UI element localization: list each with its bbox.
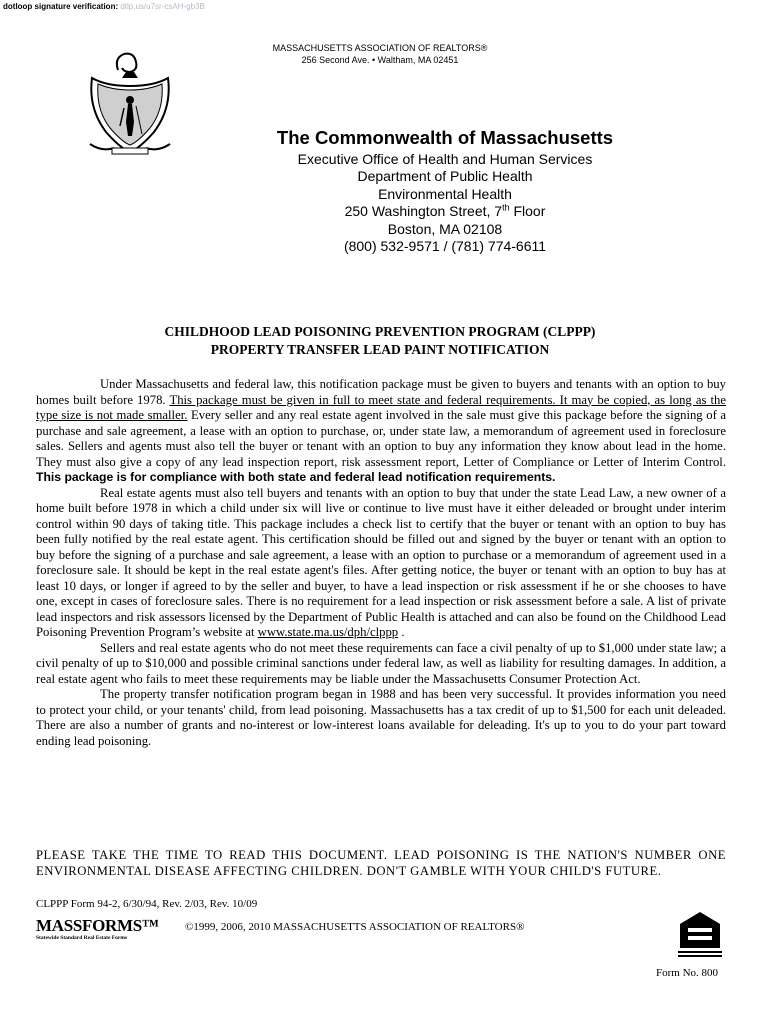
p2-text-b: . [398,625,405,639]
warning-notice: PLEASE TAKE THE TIME TO READ THIS DOCUMENT. LEAD POISONING IS THE NATION'S NUMBER ONE ENVIRONMENTAL DISEASE AFFECTING CHILDREN. DON'T GAMBLE WITH YOUR CHILD'S FUTURE. [36,848,726,878]
massforms-tagline: Statewide Standard Real Estate Forms [36,935,128,941]
massforms-wordmark: MASSFORMS™ [36,916,159,935]
program-title [60,323,700,359]
signature-verification [3,2,205,11]
program-title-line1: CHILDHOOD LEAD POISONING PREVENTION PROGRAM (CLPPP) [164,324,596,339]
agency-block [230,151,660,255]
street-prefix: 250 Washington Street, 7 [344,203,503,220]
program-title-line2: PROPERTY TRANSFER LEAD PAINT NOTIFICATION [210,342,550,357]
p2-text-a: Real estate agents must also tell buyers and tenants with an option to buy that under the state Lead Law, a new owner of a home built before 1978 in which a child under six will live or continue to live must have it either deleaded or brought under interim control within 90 days of taking title. This package includes a check list to certify that the buyer or tenant with an option to buy has been fully notified by the real estate agent. This certification should be filled out and signed by the buyer or tenant with an option to buy before the signing of a purchase and sale agreement, a lease with an option to purchase or a memorandum of agreement used in a foreclosure sale. It should be kept in the real estate agent's files. After getting notice, the buyer or tenant with an option to buy has at least 10 days, or longer if agreed to by the seller and buyer, to have a lead inspection or risk assessment if he or she chooses to have one, except in cases of foreclosure sales. There is no requirement for a lead inspection or risk assessment before a sale. A list of private lead inspectors and risk assessors licensed by the Department of Public Health is attached and can also be found on the Childhood Lead Poisoning Prevention Program’s website at [36,485,726,639]
street-suffix: Floor [509,203,546,220]
p1-text-a: Under Massachusetts and federal law, this notification package must be given to buyers and tenants with an option to buy homes built before 1978. [36,377,726,407]
p1-underlined: This package must be given in full to meet state and federal requirements. It may be copied, as long as the type size is not made smaller. [36,392,726,422]
equal-housing-icon [678,910,722,960]
form-revision: CLPPP Form 94-2, 6/30/94, Rev. 2/03, Rev. 10/09 [36,898,258,910]
form-number: Form No. 800 [656,967,719,979]
clppp-website-link[interactable]: www.state.ma.us/dph/clppp [257,625,399,639]
association-block [200,42,560,66]
agency-division: Environmental Health [378,185,512,202]
verification-label: dotloop signature verification: [3,2,119,11]
paragraph-3: Sellers and real estate agents who do not meet these requirements can face a civil penalty of up to $1,000 under state law; a civil penalty of up to $10,000 and possible criminal sanctions under federal law, as well as liability for resulting damages. In addition, a real estate agent who fails to meet these requirements may be liable under the Massachusetts Consumer Protection Act. [36,640,726,686]
paragraph-2 [36,486,726,641]
commonwealth-title: The Commonwealth of Massachusetts [276,127,614,148]
agency-street [230,203,660,220]
massforms-logo [36,917,166,942]
copyright-notice: ©1999, 2006, 2010 MASSACHUSETTS ASSOCIATION OF REALTORS® [185,921,525,933]
massachusetts-seal-icon [84,48,176,156]
paragraph-1 [36,377,726,486]
agency-city: Boston, MA 02108 [387,220,503,237]
association-name: MASSACHUSETTS ASSOCIATION OF REALTORS® [272,43,488,53]
paragraph-4: The property transfer notification program began in 1988 and has been very successful. It provides information you need to protect your child, or your tenants' child, from lead poisoning. Massachusetts has a tax credit of up to $1,500 for each unit deleaded. There are also a number of grants and no-interest or low-interest loans available for deleading. It's up to you to do your part toward ending lead poisoning. [36,687,726,748]
verification-link[interactable]: dtlp.us/u7sr-csAH-gb3B [120,2,205,11]
association-address: 256 Second Ave. • Waltham, MA 02451 [301,55,459,65]
agency-office: Executive Office of Health and Human Services [297,151,593,167]
body-text [36,377,726,749]
p1-bold: This package is for compliance with both state and federal lead notification requirements. [36,470,556,484]
agency-phones: (800) 532-9571 / (781) 774-6611 [343,238,547,255]
agency-department: Department of Public Health [357,168,533,185]
street-sup: th [502,202,510,213]
p1-text-b: Every seller and any real estate agent involved in the sale must give this package before the signing of a purchase and sale agreement, a lease with an option to purchase, or, under state law, a memorandum of agreement used in foreclosure sales. Sellers and agents must also tell the buyer or tenant with an option to buy any information they know about lead in the home. They must also give a copy of any lead inspection report, risk assessment report, Letter of Compliance or Letter of Interim Control. [36,408,726,469]
